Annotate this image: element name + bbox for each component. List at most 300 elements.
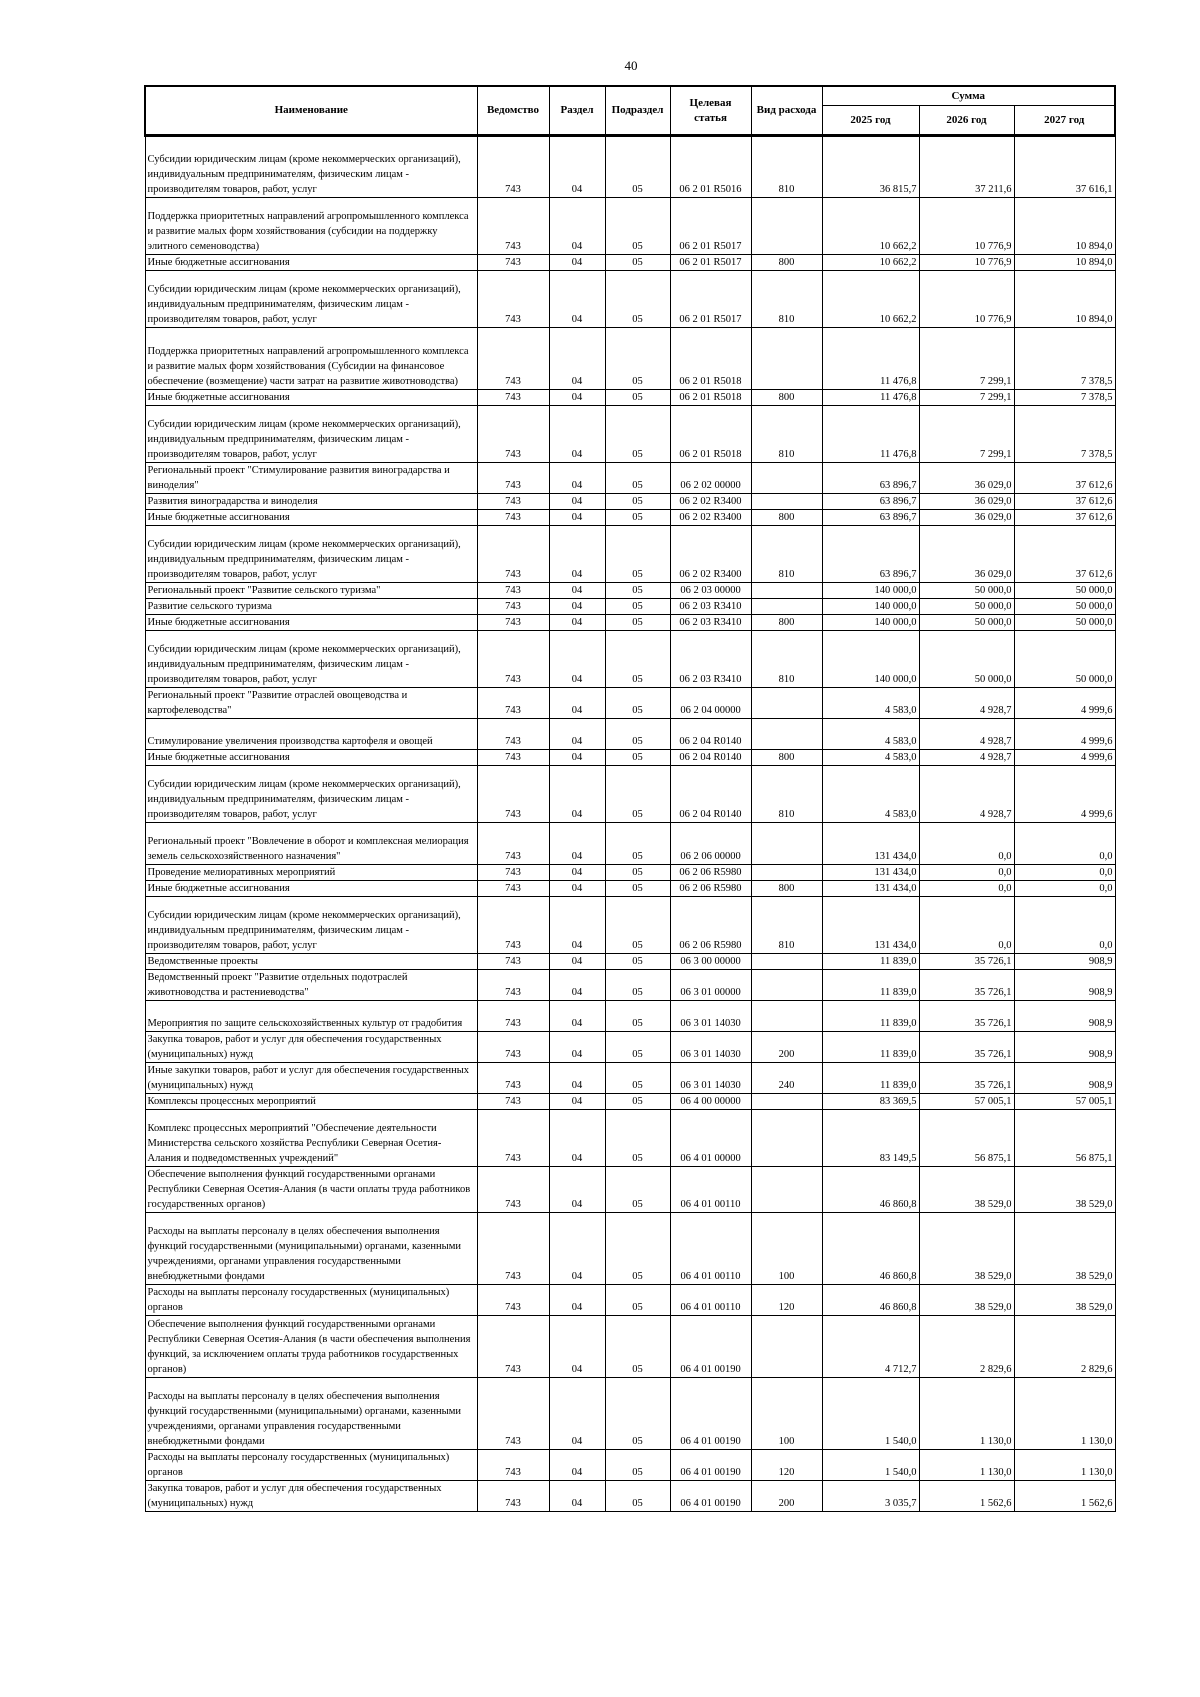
row-2027: 1 130,0 bbox=[1014, 1378, 1115, 1450]
row-dept: 743 bbox=[477, 1001, 549, 1032]
table-row bbox=[145, 136, 1115, 198]
row-subsection: 05 bbox=[605, 1001, 670, 1032]
row-target: 06 2 01 R5017 bbox=[670, 198, 751, 255]
row-2026: 4 928,7 bbox=[919, 719, 1014, 750]
row-2025: 11 839,0 bbox=[822, 954, 919, 970]
row-expense: 800 bbox=[751, 881, 822, 897]
table-row bbox=[145, 823, 1115, 865]
row-2027: 7 378,5 bbox=[1014, 328, 1115, 390]
row-name: Региональный проект "Развитие отраслей овощеводства и картофелеводства" bbox=[145, 688, 477, 719]
row-subsection: 05 bbox=[605, 1110, 670, 1167]
row-section: 04 bbox=[549, 865, 605, 881]
row-section: 04 bbox=[549, 198, 605, 255]
row-name: Субсидии юридическим лицам (кроме некоммерческих организаций), индивидуальным предпринимателям, физическим лицам - производителям товаров, работ, услуг bbox=[145, 631, 477, 688]
row-name: Стимулирование увеличения производства картофеля и овощей bbox=[145, 719, 477, 750]
row-2025: 11 839,0 bbox=[822, 1063, 919, 1094]
row-name: Субсидии юридическим лицам (кроме некоммерческих организаций), индивидуальным предпринимателям, физическим лицам - производителям товаров, работ, услуг bbox=[145, 406, 477, 463]
row-name: Ведомственный проект "Развитие отдельных подотраслей животноводства и растениеводства" bbox=[145, 970, 477, 1001]
table-row bbox=[145, 1450, 1115, 1481]
row-dept: 743 bbox=[477, 390, 549, 406]
row-2027: 0,0 bbox=[1014, 865, 1115, 881]
row-expense bbox=[751, 328, 822, 390]
row-2027: 7 378,5 bbox=[1014, 390, 1115, 406]
row-section: 04 bbox=[549, 823, 605, 865]
row-target: 06 2 03 R3410 bbox=[670, 599, 751, 615]
row-2026: 36 029,0 bbox=[919, 494, 1014, 510]
row-section: 04 bbox=[549, 881, 605, 897]
row-2027: 908,9 bbox=[1014, 970, 1115, 1001]
row-name: Закупка товаров, работ и услуг для обеспечения государственных (муниципальных) нужд bbox=[145, 1032, 477, 1063]
row-subsection: 05 bbox=[605, 390, 670, 406]
header-dept: Ведомство bbox=[477, 86, 549, 136]
row-2027: 908,9 bbox=[1014, 1001, 1115, 1032]
page-number: 40 bbox=[624, 58, 638, 73]
row-dept: 743 bbox=[477, 1110, 549, 1167]
row-2025: 4 583,0 bbox=[822, 719, 919, 750]
row-2026: 35 726,1 bbox=[919, 1063, 1014, 1094]
row-target: 06 2 01 R5017 bbox=[670, 271, 751, 328]
row-expense: 810 bbox=[751, 136, 822, 198]
row-target: 06 2 02 R3400 bbox=[670, 494, 751, 510]
row-2026: 1 562,6 bbox=[919, 1481, 1014, 1512]
row-subsection: 05 bbox=[605, 688, 670, 719]
row-subsection: 05 bbox=[605, 1063, 670, 1094]
row-2025: 11 476,8 bbox=[822, 390, 919, 406]
row-section: 04 bbox=[549, 526, 605, 583]
table-row bbox=[145, 615, 1115, 631]
table-row bbox=[145, 1001, 1115, 1032]
row-subsection: 05 bbox=[605, 766, 670, 823]
row-target: 06 2 02 R3400 bbox=[670, 526, 751, 583]
row-section: 04 bbox=[549, 1110, 605, 1167]
row-2027: 50 000,0 bbox=[1014, 615, 1115, 631]
row-target: 06 2 06 R5980 bbox=[670, 865, 751, 881]
row-name: Комплексы процессных мероприятий bbox=[145, 1094, 477, 1110]
row-2027: 56 875,1 bbox=[1014, 1110, 1115, 1167]
row-name: Поддержка приоритетных направлений агропромышленного комплекса и развитие малых форм хозяйствования (Субсидии на финансовое обеспечение (возмещение) части затрат на развитие животноводства) bbox=[145, 328, 477, 390]
row-section: 04 bbox=[549, 1378, 605, 1450]
row-2025: 131 434,0 bbox=[822, 881, 919, 897]
row-target: 06 2 01 R5018 bbox=[670, 328, 751, 390]
row-name: Региональный проект "Развитие сельского туризма" bbox=[145, 583, 477, 599]
row-dept: 743 bbox=[477, 136, 549, 198]
row-2026: 10 776,9 bbox=[919, 271, 1014, 328]
row-dept: 743 bbox=[477, 750, 549, 766]
row-name: Иные бюджетные ассигнования bbox=[145, 510, 477, 526]
row-2025: 83 369,5 bbox=[822, 1094, 919, 1110]
row-name: Региональный проект "Стимулирование развития виноградарства и виноделия" bbox=[145, 463, 477, 494]
row-name: Субсидии юридическим лицам (кроме некоммерческих организаций), индивидуальным предпринимателям, физическим лицам - производителям товаров, работ, услуг bbox=[145, 271, 477, 328]
row-subsection: 05 bbox=[605, 494, 670, 510]
row-dept: 743 bbox=[477, 1378, 549, 1450]
row-2026: 1 130,0 bbox=[919, 1450, 1014, 1481]
row-expense: 240 bbox=[751, 1063, 822, 1094]
row-expense bbox=[751, 1167, 822, 1213]
row-target: 06 2 01 R5018 bbox=[670, 390, 751, 406]
row-name: Иные бюджетные ассигнования bbox=[145, 615, 477, 631]
table-row bbox=[145, 1316, 1115, 1378]
row-name: Проведение мелиоративных мероприятий bbox=[145, 865, 477, 881]
table-row bbox=[145, 1213, 1115, 1285]
table-row bbox=[145, 328, 1115, 390]
row-2025: 140 000,0 bbox=[822, 599, 919, 615]
row-2027: 37 612,6 bbox=[1014, 510, 1115, 526]
row-2026: 35 726,1 bbox=[919, 954, 1014, 970]
row-subsection: 05 bbox=[605, 719, 670, 750]
row-dept: 743 bbox=[477, 1032, 549, 1063]
row-subsection: 05 bbox=[605, 406, 670, 463]
table-row bbox=[145, 954, 1115, 970]
row-2025: 10 662,2 bbox=[822, 198, 919, 255]
row-2025: 131 434,0 bbox=[822, 897, 919, 954]
row-subsection: 05 bbox=[605, 1213, 670, 1285]
row-subsection: 05 bbox=[605, 1032, 670, 1063]
row-2027: 2 829,6 bbox=[1014, 1316, 1115, 1378]
row-subsection: 05 bbox=[605, 599, 670, 615]
table-row bbox=[145, 526, 1115, 583]
row-2026: 10 776,9 bbox=[919, 198, 1014, 255]
row-2027: 50 000,0 bbox=[1014, 583, 1115, 599]
row-2025: 63 896,7 bbox=[822, 463, 919, 494]
row-section: 04 bbox=[549, 583, 605, 599]
row-target: 06 2 03 00000 bbox=[670, 583, 751, 599]
row-2025: 36 815,7 bbox=[822, 136, 919, 198]
row-2027: 38 529,0 bbox=[1014, 1167, 1115, 1213]
row-2026: 0,0 bbox=[919, 897, 1014, 954]
row-2027: 57 005,1 bbox=[1014, 1094, 1115, 1110]
row-2025: 46 860,8 bbox=[822, 1285, 919, 1316]
row-name: Обеспечение выполнения функций государственными органами Республики Северная Осетия-Алания (в части оплаты труда работников государственных органов) bbox=[145, 1167, 477, 1213]
row-expense: 800 bbox=[751, 510, 822, 526]
row-subsection: 05 bbox=[605, 1378, 670, 1450]
row-subsection: 05 bbox=[605, 954, 670, 970]
table-row bbox=[145, 1063, 1115, 1094]
row-expense bbox=[751, 198, 822, 255]
row-name: Развитие сельского туризма bbox=[145, 599, 477, 615]
row-2027: 908,9 bbox=[1014, 954, 1115, 970]
row-target: 06 3 01 14030 bbox=[670, 1001, 751, 1032]
row-subsection: 05 bbox=[605, 136, 670, 198]
row-subsection: 05 bbox=[605, 463, 670, 494]
row-2027: 4 999,6 bbox=[1014, 750, 1115, 766]
row-section: 04 bbox=[549, 1001, 605, 1032]
row-2025: 46 860,8 bbox=[822, 1167, 919, 1213]
row-section: 04 bbox=[549, 599, 605, 615]
row-2025: 140 000,0 bbox=[822, 615, 919, 631]
row-name: Субсидии юридическим лицам (кроме некоммерческих организаций), индивидуальным предпринимателям, физическим лицам - производителям товаров, работ, услуг bbox=[145, 526, 477, 583]
row-subsection: 05 bbox=[605, 631, 670, 688]
row-subsection: 05 bbox=[605, 1316, 670, 1378]
row-2026: 7 299,1 bbox=[919, 390, 1014, 406]
row-subsection: 05 bbox=[605, 255, 670, 271]
header-expense: Вид расхода bbox=[751, 86, 822, 136]
row-dept: 743 bbox=[477, 631, 549, 688]
row-2027: 4 999,6 bbox=[1014, 719, 1115, 750]
row-expense bbox=[751, 823, 822, 865]
row-subsection: 05 bbox=[605, 271, 670, 328]
row-expense bbox=[751, 719, 822, 750]
row-2026: 36 029,0 bbox=[919, 510, 1014, 526]
row-2026: 7 299,1 bbox=[919, 328, 1014, 390]
row-dept: 743 bbox=[477, 1316, 549, 1378]
header-2025: 2025 год bbox=[822, 106, 919, 136]
row-2025: 11 476,8 bbox=[822, 328, 919, 390]
table-row bbox=[145, 750, 1115, 766]
row-2026: 4 928,7 bbox=[919, 688, 1014, 719]
row-name: Развития виноградарства и виноделия bbox=[145, 494, 477, 510]
row-2025: 140 000,0 bbox=[822, 631, 919, 688]
row-2027: 37 612,6 bbox=[1014, 494, 1115, 510]
row-dept: 743 bbox=[477, 615, 549, 631]
row-expense: 810 bbox=[751, 897, 822, 954]
row-target: 06 3 00 00000 bbox=[670, 954, 751, 970]
table-body bbox=[145, 136, 1115, 1512]
row-2027: 1 562,6 bbox=[1014, 1481, 1115, 1512]
row-section: 04 bbox=[549, 897, 605, 954]
row-section: 04 bbox=[549, 750, 605, 766]
row-name: Иные бюджетные ассигнования bbox=[145, 255, 477, 271]
table-row bbox=[145, 1110, 1115, 1167]
row-subsection: 05 bbox=[605, 1094, 670, 1110]
row-expense bbox=[751, 865, 822, 881]
row-subsection: 05 bbox=[605, 897, 670, 954]
row-2027: 4 999,6 bbox=[1014, 688, 1115, 719]
row-target: 06 3 01 14030 bbox=[670, 1063, 751, 1094]
row-dept: 743 bbox=[477, 766, 549, 823]
row-dept: 743 bbox=[477, 255, 549, 271]
row-name: Закупка товаров, работ и услуг для обеспечения государственных (муниципальных) нужд bbox=[145, 1481, 477, 1512]
row-2025: 10 662,2 bbox=[822, 255, 919, 271]
header-sum: Сумма bbox=[822, 86, 1115, 106]
table-row bbox=[145, 599, 1115, 615]
row-section: 04 bbox=[549, 954, 605, 970]
row-expense: 200 bbox=[751, 1032, 822, 1063]
header-subsection: Подраздел bbox=[605, 86, 670, 136]
table-row bbox=[145, 510, 1115, 526]
row-target: 06 4 01 00190 bbox=[670, 1378, 751, 1450]
row-2027: 50 000,0 bbox=[1014, 631, 1115, 688]
row-expense: 800 bbox=[751, 390, 822, 406]
row-subsection: 05 bbox=[605, 881, 670, 897]
row-subsection: 05 bbox=[605, 328, 670, 390]
row-target: 06 3 01 14030 bbox=[670, 1032, 751, 1063]
row-dept: 743 bbox=[477, 198, 549, 255]
row-dept: 743 bbox=[477, 1481, 549, 1512]
row-target: 06 2 06 00000 bbox=[670, 823, 751, 865]
row-dept: 743 bbox=[477, 494, 549, 510]
row-section: 04 bbox=[549, 719, 605, 750]
row-target: 06 4 01 00190 bbox=[670, 1481, 751, 1512]
table-row bbox=[145, 1032, 1115, 1063]
table-row bbox=[145, 198, 1115, 255]
row-subsection: 05 bbox=[605, 198, 670, 255]
row-section: 04 bbox=[549, 390, 605, 406]
header-target: Целевая статья bbox=[670, 86, 751, 136]
row-2027: 10 894,0 bbox=[1014, 255, 1115, 271]
row-expense bbox=[751, 1110, 822, 1167]
row-2025: 63 896,7 bbox=[822, 526, 919, 583]
row-2027: 0,0 bbox=[1014, 881, 1115, 897]
row-target: 06 4 01 00110 bbox=[670, 1213, 751, 1285]
row-target: 06 2 04 00000 bbox=[670, 688, 751, 719]
row-section: 04 bbox=[549, 1032, 605, 1063]
row-expense bbox=[751, 1316, 822, 1378]
row-2027: 1 130,0 bbox=[1014, 1450, 1115, 1481]
row-expense: 800 bbox=[751, 750, 822, 766]
row-name: Расходы на выплаты персоналу государственных (муниципальных) органов bbox=[145, 1285, 477, 1316]
row-2025: 140 000,0 bbox=[822, 583, 919, 599]
row-2025: 46 860,8 bbox=[822, 1213, 919, 1285]
row-2026: 2 829,6 bbox=[919, 1316, 1014, 1378]
row-name: Расходы на выплаты персоналу государственных (муниципальных) органов bbox=[145, 1450, 477, 1481]
table-row bbox=[145, 255, 1115, 271]
row-section: 04 bbox=[549, 463, 605, 494]
row-dept: 743 bbox=[477, 406, 549, 463]
table-row bbox=[145, 881, 1115, 897]
row-dept: 743 bbox=[477, 1213, 549, 1285]
row-2026: 38 529,0 bbox=[919, 1213, 1014, 1285]
budget-table bbox=[144, 85, 1116, 1512]
row-section: 04 bbox=[549, 688, 605, 719]
row-name: Комплекс процессных мероприятий "Обеспечение деятельности Министерства сельского хозяйства Республики Северная Осетия-Алания и подведомственных учреждений" bbox=[145, 1110, 477, 1167]
row-2027: 37 612,6 bbox=[1014, 463, 1115, 494]
row-2027: 38 529,0 bbox=[1014, 1285, 1115, 1316]
row-2026: 50 000,0 bbox=[919, 599, 1014, 615]
row-dept: 743 bbox=[477, 897, 549, 954]
row-expense: 120 bbox=[751, 1450, 822, 1481]
row-2026: 4 928,7 bbox=[919, 750, 1014, 766]
row-2025: 11 839,0 bbox=[822, 970, 919, 1001]
row-expense bbox=[751, 1001, 822, 1032]
row-section: 04 bbox=[549, 406, 605, 463]
row-section: 04 bbox=[549, 1063, 605, 1094]
table-row bbox=[145, 494, 1115, 510]
row-target: 06 4 01 00110 bbox=[670, 1167, 751, 1213]
row-2026: 50 000,0 bbox=[919, 615, 1014, 631]
table-row bbox=[145, 406, 1115, 463]
row-expense bbox=[751, 599, 822, 615]
row-2025: 131 434,0 bbox=[822, 823, 919, 865]
row-2025: 3 035,7 bbox=[822, 1481, 919, 1512]
row-subsection: 05 bbox=[605, 510, 670, 526]
row-2025: 4 583,0 bbox=[822, 750, 919, 766]
row-2025: 11 476,8 bbox=[822, 406, 919, 463]
table-row bbox=[145, 766, 1115, 823]
header-2026: 2026 год bbox=[919, 106, 1014, 136]
row-expense: 200 bbox=[751, 1481, 822, 1512]
row-dept: 743 bbox=[477, 881, 549, 897]
row-2027: 37 616,1 bbox=[1014, 136, 1115, 198]
row-2026: 56 875,1 bbox=[919, 1110, 1014, 1167]
row-dept: 743 bbox=[477, 970, 549, 1001]
table-row bbox=[145, 865, 1115, 881]
table-row bbox=[145, 463, 1115, 494]
row-dept: 743 bbox=[477, 510, 549, 526]
row-dept: 743 bbox=[477, 823, 549, 865]
row-section: 04 bbox=[549, 1450, 605, 1481]
row-dept: 743 bbox=[477, 271, 549, 328]
row-expense: 810 bbox=[751, 406, 822, 463]
row-2027: 50 000,0 bbox=[1014, 599, 1115, 615]
row-2026: 0,0 bbox=[919, 881, 1014, 897]
row-subsection: 05 bbox=[605, 1450, 670, 1481]
row-2026: 0,0 bbox=[919, 823, 1014, 865]
row-2026: 57 005,1 bbox=[919, 1094, 1014, 1110]
header-section: Раздел bbox=[549, 86, 605, 136]
row-2027: 4 999,6 bbox=[1014, 766, 1115, 823]
row-2025: 83 149,5 bbox=[822, 1110, 919, 1167]
table-row bbox=[145, 631, 1115, 688]
row-dept: 743 bbox=[477, 1285, 549, 1316]
row-target: 06 2 02 00000 bbox=[670, 463, 751, 494]
row-name: Иные закупки товаров, работ и услуг для обеспечения государственных (муниципальных) нужд bbox=[145, 1063, 477, 1094]
row-2027: 0,0 bbox=[1014, 823, 1115, 865]
row-expense: 120 bbox=[751, 1285, 822, 1316]
row-name: Ведомственные проекты bbox=[145, 954, 477, 970]
row-target: 06 2 06 R5980 bbox=[670, 881, 751, 897]
row-target: 06 2 01 R5016 bbox=[670, 136, 751, 198]
row-2026: 35 726,1 bbox=[919, 970, 1014, 1001]
row-2026: 10 776,9 bbox=[919, 255, 1014, 271]
row-dept: 743 bbox=[477, 328, 549, 390]
row-2027: 10 894,0 bbox=[1014, 271, 1115, 328]
row-2027: 908,9 bbox=[1014, 1032, 1115, 1063]
row-expense bbox=[751, 494, 822, 510]
row-2025: 4 712,7 bbox=[822, 1316, 919, 1378]
row-section: 04 bbox=[549, 1167, 605, 1213]
row-target: 06 3 01 00000 bbox=[670, 970, 751, 1001]
row-target: 06 4 01 00190 bbox=[670, 1450, 751, 1481]
row-dept: 743 bbox=[477, 526, 549, 583]
table-row bbox=[145, 1481, 1115, 1512]
row-name: Расходы на выплаты персоналу в целях обеспечения выполнения функций государственными (муниципальными) органами, казенными учреждениями, органами управления государственными внебюджетными фондами bbox=[145, 1378, 477, 1450]
row-name: Субсидии юридическим лицам (кроме некоммерческих организаций), индивидуальным предпринимателям, физическим лицам - производителям товаров, работ, услуг bbox=[145, 766, 477, 823]
row-2026: 35 726,1 bbox=[919, 1001, 1014, 1032]
header-2027: 2027 год bbox=[1014, 106, 1115, 136]
row-target: 06 2 01 R5017 bbox=[670, 255, 751, 271]
row-dept: 743 bbox=[477, 599, 549, 615]
row-2026: 36 029,0 bbox=[919, 463, 1014, 494]
row-section: 04 bbox=[549, 631, 605, 688]
row-subsection: 05 bbox=[605, 823, 670, 865]
row-2026: 36 029,0 bbox=[919, 526, 1014, 583]
row-2025: 11 839,0 bbox=[822, 1001, 919, 1032]
table-row bbox=[145, 1167, 1115, 1213]
row-section: 04 bbox=[549, 1285, 605, 1316]
row-2025: 11 839,0 bbox=[822, 1032, 919, 1063]
row-section: 04 bbox=[549, 766, 605, 823]
row-2026: 38 529,0 bbox=[919, 1167, 1014, 1213]
row-dept: 743 bbox=[477, 1450, 549, 1481]
row-expense: 800 bbox=[751, 615, 822, 631]
row-target: 06 2 04 R0140 bbox=[670, 766, 751, 823]
row-dept: 743 bbox=[477, 954, 549, 970]
row-2025: 1 540,0 bbox=[822, 1378, 919, 1450]
row-subsection: 05 bbox=[605, 970, 670, 1001]
row-subsection: 05 bbox=[605, 615, 670, 631]
row-2027: 38 529,0 bbox=[1014, 1213, 1115, 1285]
row-2025: 63 896,7 bbox=[822, 510, 919, 526]
table-row bbox=[145, 1378, 1115, 1450]
row-2025: 1 540,0 bbox=[822, 1450, 919, 1481]
row-dept: 743 bbox=[477, 1094, 549, 1110]
row-expense: 810 bbox=[751, 526, 822, 583]
row-2025: 10 662,2 bbox=[822, 271, 919, 328]
row-target: 06 4 00 00000 bbox=[670, 1094, 751, 1110]
row-2027: 908,9 bbox=[1014, 1063, 1115, 1094]
row-name: Расходы на выплаты персоналу в целях обеспечения выполнения функций государственными (муниципальными) органами, казенными учреждениями, органами управления государственными внебюджетными фондами bbox=[145, 1213, 477, 1285]
header-name: Наименование bbox=[145, 86, 477, 136]
